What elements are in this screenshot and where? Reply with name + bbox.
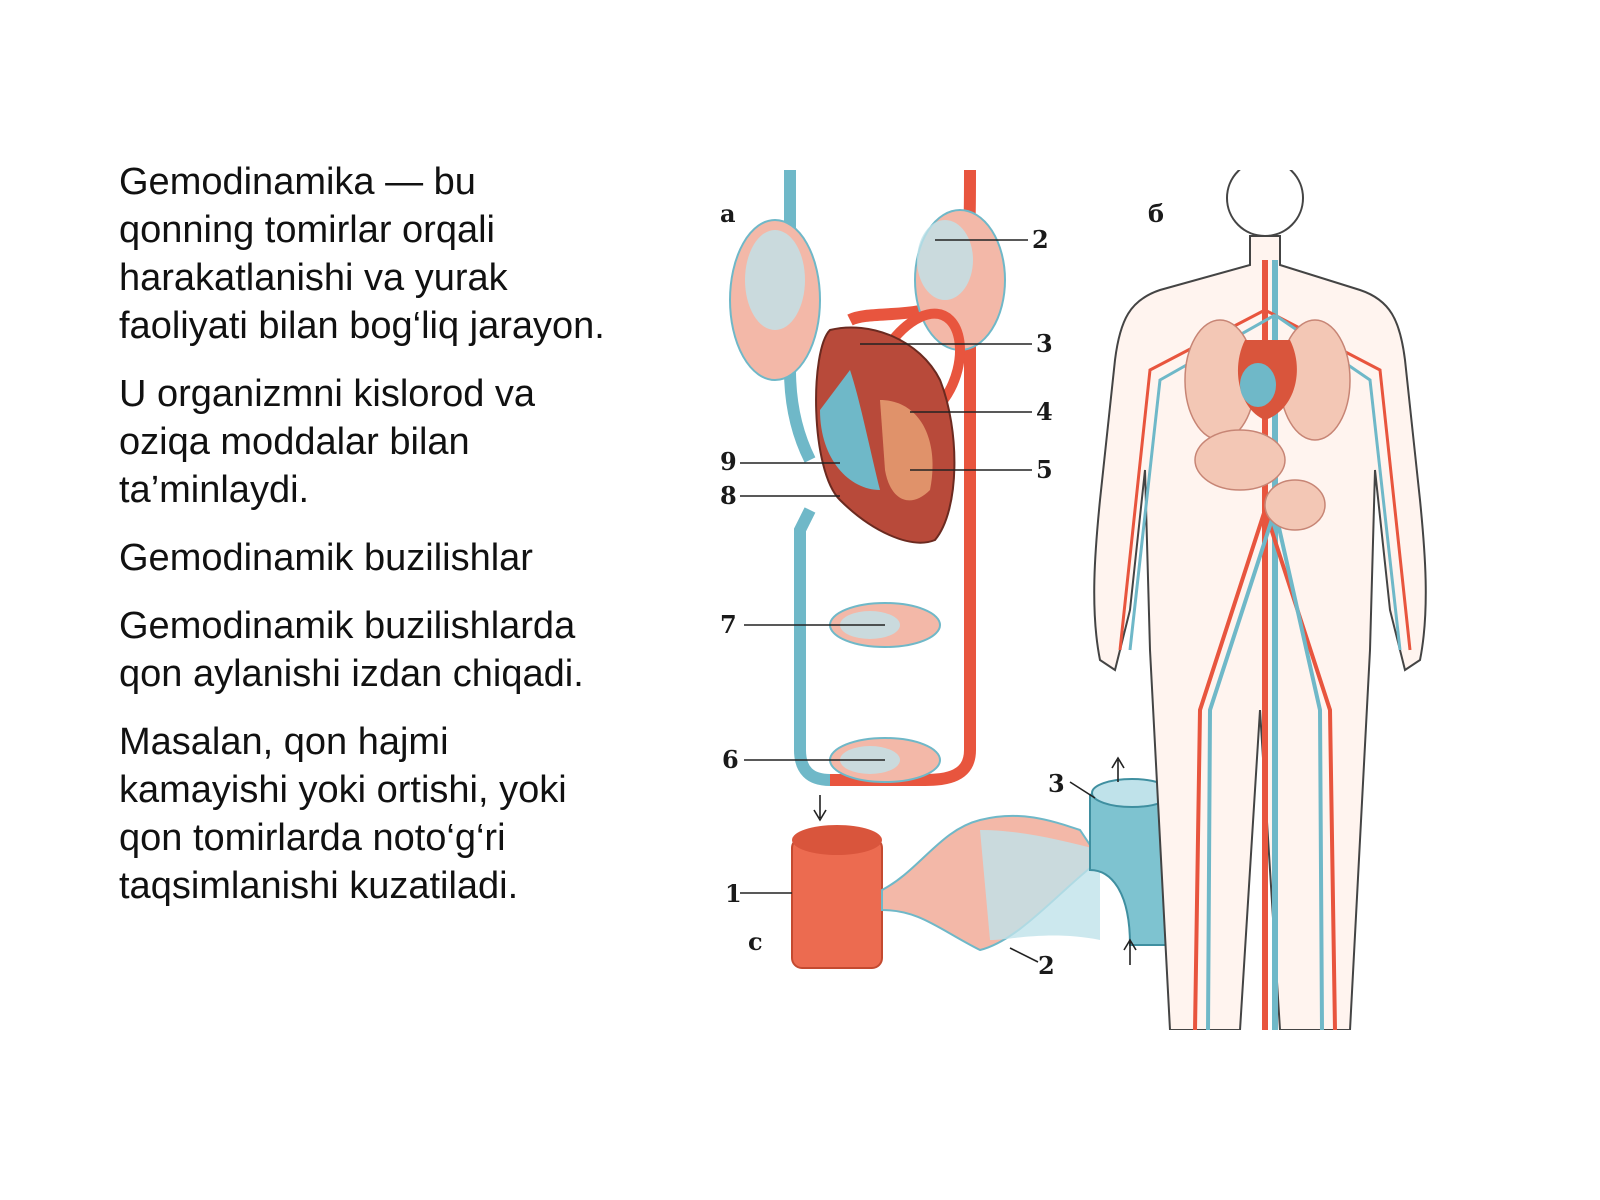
- slide-text: [119, 158, 619, 930]
- label-a-3: 3: [1036, 329, 1053, 358]
- label-a-4: 4: [1036, 397, 1053, 426]
- paragraph-function: U organizmni kislorod va oziqa moddalar bilan ta’minlaydi.: [119, 373, 536, 511]
- circulation-illustration: [720, 170, 1490, 1030]
- paragraph-heading: Gemodinamik buzilishlar: [119, 537, 533, 579]
- panel-label-a: а: [720, 199, 736, 228]
- paragraph-definition: Gemodinamika — bu qonning tomirlar orqali harakatlanishi va yurak faoliyati bilan bog‘liq jarayon.: [119, 161, 605, 347]
- label-a-7: 7: [720, 610, 737, 639]
- panel-label-c: c: [748, 927, 763, 956]
- label-c-2: 2: [1038, 951, 1055, 980]
- label-c-1: 1: [725, 879, 742, 908]
- label-a-2: 2: [1032, 225, 1049, 254]
- label-a-8: 8: [720, 481, 737, 510]
- label-c-3: 3: [1048, 769, 1065, 798]
- label-a-6: 6: [722, 745, 739, 774]
- diagram-a: [730, 170, 1005, 782]
- label-a-9: 9: [720, 447, 737, 476]
- paragraph-disorders: Gemodinamik buzilishlarda qon aylanishi izdan chiqadi.: [119, 605, 584, 695]
- diagram-c: [792, 758, 1175, 968]
- panel-label-b: б: [1148, 199, 1165, 228]
- circulatory-system-figure: [720, 170, 1490, 1030]
- label-a-5: 5: [1036, 455, 1053, 484]
- paragraph-example: Masalan, qon hajmi kamayishi yoki ortishi, yoki qon tomirlarda noto‘g‘ri taqsimlanishi kuzatiladi.: [119, 721, 567, 907]
